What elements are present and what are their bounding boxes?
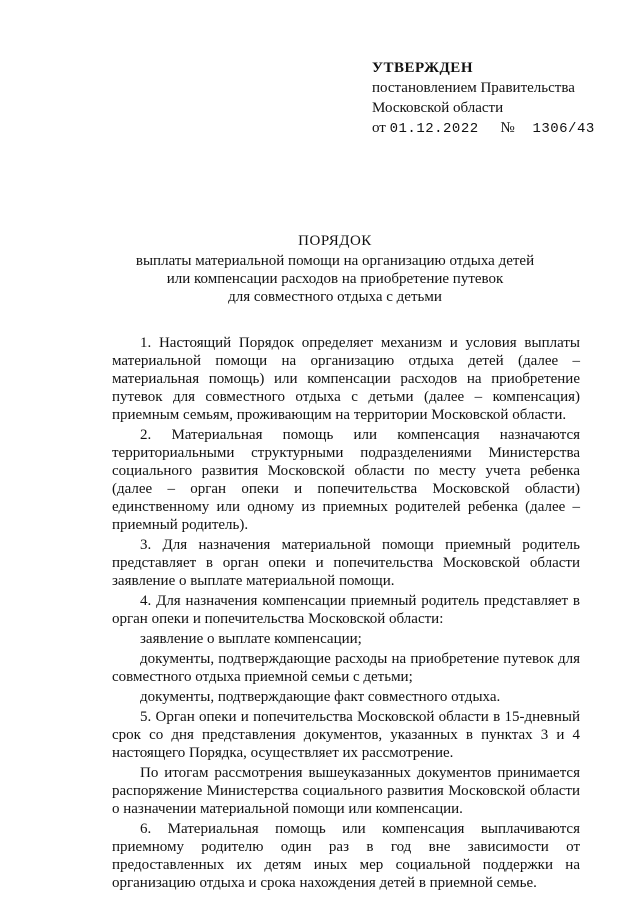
- title-block: [80, 232, 590, 306]
- approval-date-line: [372, 118, 595, 139]
- approval-number: 1306/43: [532, 121, 595, 137]
- approval-block: [372, 58, 595, 139]
- paragraph-4-item-2: документы, подтверждающие расходы на приобретение путевок для совместного отдыха приемной семьи с детьми;: [112, 651, 580, 685]
- paragraph-1: 1. Настоящий Порядок определяет механизм и условия выплаты материальной помощи на организацию отдыха детей (далее – материальная помощь) или компенсации расходов на приобретение путевок для совместного отдыха с детьми (далее – компенсация) приемным семьям, проживающим на территории Московской области.: [112, 335, 580, 423]
- approval-stamp: УТВЕРЖДЕН: [372, 60, 473, 76]
- paragraph-6: 6. Материальная помощь или компенсация выплачиваются приемному родителю один раз в год вне зависимости от предоставленных их детям иных мер социальной поддержки на организацию отдыха и срока нахождения детей в приемной семье.: [112, 821, 580, 891]
- approval-number-sign: №: [500, 120, 515, 136]
- approval-date: 01.12.2022: [389, 121, 479, 137]
- subtitle-line-2: или компенсации расходов на приобретение путевок: [166, 271, 504, 287]
- subtitle-line-1: выплаты материальной помощи на организацию отдыха детей: [135, 253, 535, 269]
- paragraph-4-item-1: заявление о выплате компенсации;: [140, 631, 362, 647]
- paragraph-4-item-3: документы, подтверждающие факт совместного отдыха.: [140, 689, 501, 705]
- document-title: ПОРЯДОК: [298, 233, 372, 249]
- paragraph-5: 5. Орган опеки и попечительства Московской области в 15-дневный срок со дня представления документов, указанных в пунктах 3 и 4 настоящего Порядка, осуществляет их рассмотрение.: [112, 709, 580, 761]
- document-body: [112, 334, 580, 894]
- approval-line-2: Московской области: [372, 100, 504, 116]
- approval-line-1: постановлением Правительства: [372, 80, 575, 96]
- paragraph-5-continuation: По итогам рассмотрения вышеуказанных документов принимается распоряжение Министерства социального развития Московской области о назначении материальной помощи или компенсации.: [112, 765, 580, 817]
- subtitle-line-3: для совместного отдыха с детьми: [228, 289, 442, 305]
- approval-from-label: от: [372, 120, 386, 136]
- paragraph-2: 2. Материальная помощь или компенсация назначаются территориальными структурными подразделениями Министерства социального развития Московской области по месту учета ребенка (далее – орган опеки и попечительства Московской области) единственному или одному из приемных родителей ребенка (далее – приемный родитель).: [112, 427, 580, 533]
- paragraph-3: 3. Для назначения материальной помощи приемный родитель представляет в орган опеки и попечительства Московской области заявление о выплате материальной помощи.: [112, 537, 580, 589]
- paragraph-4: 4. Для назначения компенсации приемный родитель представляет в орган опеки и попечительства Московской области:: [112, 593, 580, 627]
